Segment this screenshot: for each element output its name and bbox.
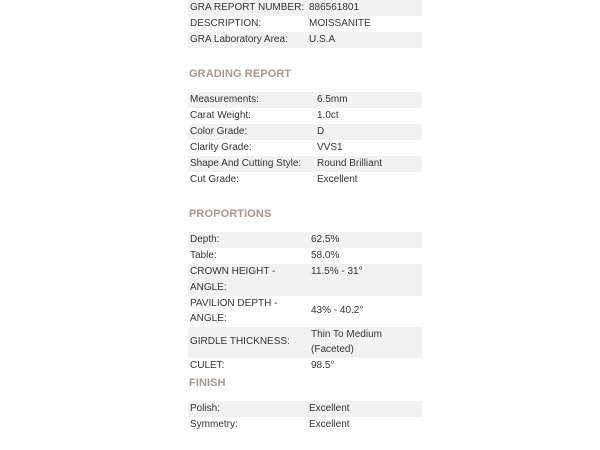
row-label: GIRDLE THICKNESS:: [190, 336, 290, 348]
row-value: 11.5% - 31°: [311, 266, 363, 277]
row-label: DESCRIPTION:: [190, 18, 262, 29]
row-value: MOISSANITE: [309, 18, 371, 29]
table-row: [188, 140, 422, 156]
section-title-proportions: PROPORTIONS: [189, 208, 272, 220]
row-label: Depth:: [190, 234, 220, 245]
row-value: 6.5mm: [317, 94, 348, 105]
table-row: [188, 156, 422, 172]
table-row: [188, 32, 422, 48]
row-label: GRA REPORT NUMBER:: [190, 2, 305, 13]
row-label: Measurements:: [190, 94, 259, 105]
row-label: Clarity Grade:: [190, 142, 252, 153]
row-value: 886561801: [309, 2, 360, 13]
table-row: [188, 296, 422, 327]
row-label: Cut Grade:: [190, 174, 239, 185]
row-value: Excellent: [317, 174, 358, 185]
table-row: [188, 16, 422, 32]
row-value: D: [317, 126, 325, 137]
report-info-table: [188, 0, 422, 48]
row-value: 1.0ct: [317, 110, 339, 121]
table-row: [188, 108, 422, 124]
row-label: CROWN HEIGHT - ANGLE:: [190, 266, 276, 293]
row-label: [188, 297, 311, 326]
row-label: Carat Weight:: [190, 110, 251, 121]
row-label: Polish:: [190, 403, 221, 414]
table-row: [188, 232, 422, 248]
table-row: [188, 358, 422, 374]
row-label: Color Grade:: [190, 126, 248, 137]
table-row: [188, 417, 422, 433]
row-label: Table:: [190, 250, 217, 261]
section-title-grading-report: GRADING REPORT: [189, 68, 292, 80]
table-row: [188, 248, 422, 264]
table-row: [188, 92, 422, 108]
row-label-line: ANGLE:: [190, 312, 227, 324]
table-row: [188, 0, 422, 16]
row-label: CULET:: [190, 360, 225, 371]
table-row: [188, 124, 422, 140]
row-value: Round Brilliant: [317, 158, 383, 169]
grading-report-table: [188, 92, 422, 188]
row-value: VVS1: [317, 142, 343, 153]
row-label: Shape And Cutting Style:: [190, 158, 302, 169]
table-row: [188, 172, 422, 188]
row-label: Symmetry:: [190, 419, 238, 430]
section-title-finish: FINISH: [189, 377, 226, 389]
row-value: U.S.A: [309, 34, 336, 45]
row-value: 58.0%: [311, 250, 340, 261]
finish-table: [188, 401, 422, 433]
row-value: 43% - 40.2°: [311, 305, 364, 317]
proportions-table: [188, 232, 422, 374]
row-value-line: Thin To Medium: [311, 329, 382, 340]
row-value: [311, 328, 382, 357]
table-row: [188, 264, 422, 296]
table-row: [188, 401, 422, 417]
row-value: Excellent: [309, 419, 350, 430]
row-value: 62.5%: [311, 234, 340, 245]
row-label-line: PAVILION DEPTH -: [190, 298, 278, 309]
row-value-line: (Faceted): [311, 343, 354, 355]
table-row: [188, 327, 422, 358]
row-value: Excellent: [309, 403, 350, 414]
row-value: 98.5°: [311, 360, 335, 371]
row-label: GRA Laboratory Area:: [190, 34, 288, 45]
